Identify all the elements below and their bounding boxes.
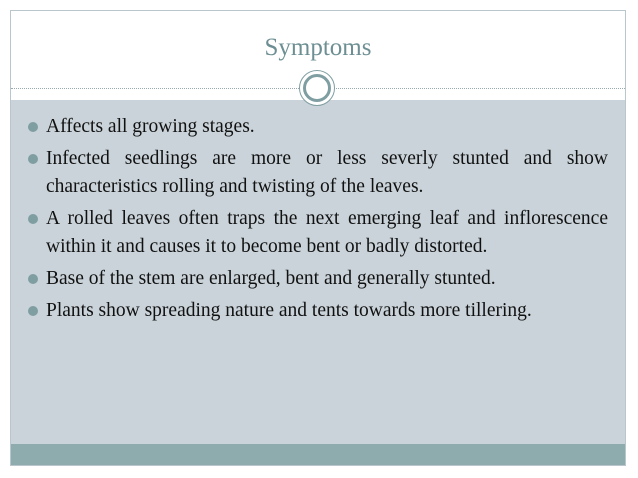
bullet-item	[28, 145, 608, 201]
bullet-item	[28, 205, 608, 261]
bullet-text: Plants show spreading nature and tents towards more tillering.	[46, 300, 532, 321]
ring-icon	[299, 70, 335, 106]
bullet-item	[28, 297, 608, 325]
bullet-dot-icon	[28, 214, 38, 224]
bullet-dot-icon	[28, 122, 38, 132]
slide-title: Symptoms	[264, 34, 372, 61]
bullet-text: A rolled leaves often traps the next emerging leaf and inflorescence within it and causes it to become bent or badly distorted.	[46, 208, 608, 257]
bullet-text: Affects all growing stages.	[46, 116, 255, 137]
bullet-dot-icon	[28, 274, 38, 284]
bullet-item	[28, 113, 608, 141]
footer-band	[11, 444, 625, 465]
bullet-list	[28, 113, 608, 329]
bullet-text: Base of the stem are enlarged, bent and generally stunted.	[46, 268, 496, 289]
ring-inner	[303, 74, 331, 102]
bullet-dot-icon	[28, 154, 38, 164]
bullet-text: Infected seedlings are more or less severly stunted and show characteristics rolling and twisting of the leaves.	[46, 148, 608, 197]
bullet-dot-icon	[28, 306, 38, 316]
bullet-item	[28, 265, 608, 293]
